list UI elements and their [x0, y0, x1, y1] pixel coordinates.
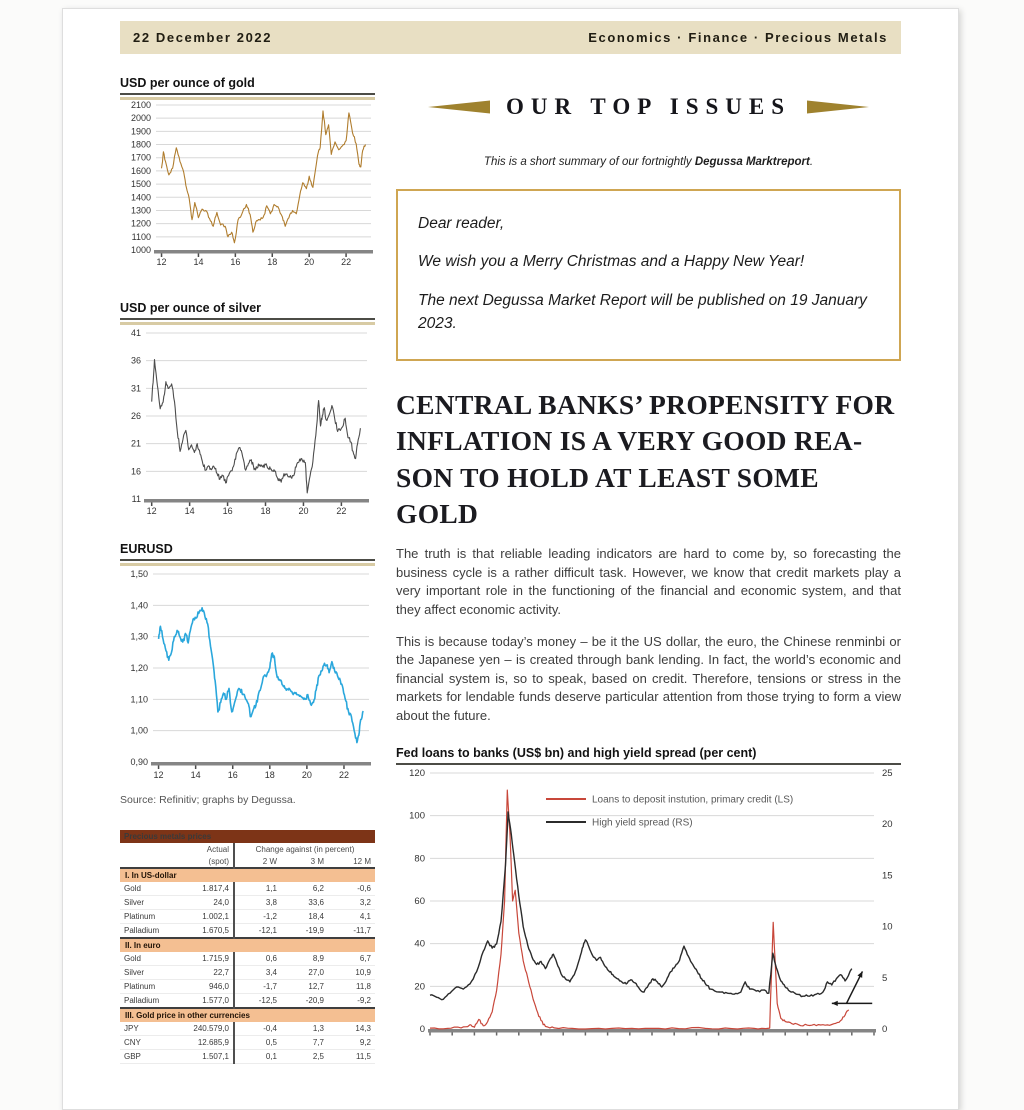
svg-text:1100: 1100	[131, 231, 151, 242]
table-cell: 24,0	[178, 896, 234, 910]
svg-text:1,30: 1,30	[130, 631, 148, 642]
report-page	[62, 8, 959, 1110]
table-cell: 4,1	[328, 910, 375, 924]
svg-text:40: 40	[414, 939, 425, 951]
eurusd-chart-title: EURUSD	[120, 542, 173, 556]
svg-text:31: 31	[130, 383, 141, 394]
svg-text:41: 41	[130, 328, 141, 338]
headline-line: SON TO HOLD AT LEAST SOME GOLD	[396, 461, 819, 529]
svg-text:22: 22	[338, 770, 349, 780]
svg-text:16: 16	[222, 506, 233, 516]
summary-suffix: .	[809, 156, 814, 168]
svg-text:100: 100	[409, 811, 425, 823]
svg-text:1400: 1400	[130, 192, 151, 203]
svg-text:High yield spread (RS): High yield spread (RS)	[592, 817, 693, 829]
table-cell: 946,0	[178, 980, 234, 994]
svg-text:5: 5	[882, 973, 888, 985]
table-cell: Silver	[120, 966, 178, 980]
table-cell: -1,2	[234, 910, 281, 924]
svg-text:80: 80	[414, 853, 425, 865]
table-cell: 1.002,1	[178, 910, 234, 924]
table-cell: 11,5	[328, 1050, 375, 1064]
table-cell: 2,5	[281, 1050, 328, 1064]
silver-price-chart	[120, 325, 375, 521]
table-cell: 0,5	[234, 1036, 281, 1050]
letter-line: We wish you a Merry Christmas and a Happy New Year!	[418, 253, 805, 271]
header-bar	[120, 21, 901, 54]
table-cell: 6,7	[328, 952, 375, 966]
precious-metals-table: Precious metals prices Actual Change against (in percent) (spot) 2 W 3 M 12 M I. In US-dollar Gold 1.817,4 1,1 6,2 -0,6 Silver 24,0 3,8 33,6 3,2 Platinum 1.002,1 -1,2 18,4 4,1 Palladium 1.670,5 -12,1 -19,9 -11,7 II. In euro Gold 1.715,9 0,6 8,9 6,7 Silver 22,7 3,4 27,0 10,9 Platinum 946,0 -1,7 12,7 11,8 Palladium 1.577,0 -12,5 -20,9 -9,2 III. Gold price in other currencies JPY 240.579,0 -0,4 1,3 14,3 CNY 12.685,9 0,5 7,7 9,2 GBP 1.507,1 0,1 2,5 11,5	[120, 830, 375, 1064]
table-row	[120, 896, 375, 910]
reader-letter-box	[396, 189, 901, 361]
letter-line: Dear reader,	[418, 215, 505, 232]
table-cell: 3,4	[234, 966, 281, 980]
table-cell: -0,4	[234, 1022, 281, 1036]
fed-chart-block	[396, 746, 901, 1042]
table-cell: Palladium	[120, 994, 178, 1009]
table-cell: Platinum	[120, 910, 178, 924]
svg-text:1500: 1500	[130, 179, 151, 190]
table-cell: 1.507,1	[178, 1050, 234, 1064]
svg-text:1,10: 1,10	[130, 694, 148, 705]
svg-text:1600: 1600	[130, 165, 151, 176]
table-cell: 22,7	[178, 966, 234, 980]
table-cell: -12,5	[234, 994, 281, 1009]
svg-text:14: 14	[184, 506, 195, 516]
svg-text:Loans to deposit instution, pr: Loans to deposit instution, primary credit (LS)	[592, 794, 794, 806]
svg-text:1,20: 1,20	[130, 663, 148, 673]
table-cell: 1,3	[281, 1022, 328, 1036]
top-issues-header	[396, 94, 901, 120]
left-column	[120, 76, 375, 1064]
fed-chart-title: Fed loans to banks (US$ bn) and high yield spread (per cent)	[396, 746, 757, 761]
rule-dark	[120, 93, 375, 95]
table-cell: 1.715,9	[178, 952, 234, 966]
table-section-label: I. In US-dollar	[120, 868, 375, 882]
table-cell: -19,9	[281, 924, 328, 939]
table-cell: 240.579,0	[178, 1022, 234, 1036]
article-headline	[396, 387, 901, 532]
svg-text:16: 16	[230, 257, 241, 267]
table-cell: Gold	[120, 882, 178, 896]
table-cell: 12,7	[281, 980, 328, 994]
svg-text:20: 20	[414, 981, 425, 993]
table-cell: -11,7	[328, 924, 375, 939]
svg-text:22: 22	[341, 257, 352, 267]
svg-text:36: 36	[130, 355, 141, 366]
table-cell: -0,6	[328, 882, 375, 896]
table-section-label: III. Gold price in other currencies	[120, 1008, 375, 1022]
col-header-change: Change against (in percent)	[255, 844, 355, 854]
svg-text:20: 20	[304, 257, 315, 267]
svg-text:2000: 2000	[130, 113, 151, 124]
table-cell: Platinum	[120, 980, 178, 994]
svg-text:2100: 2100	[130, 100, 151, 110]
table-cell: 12.685,9	[178, 1036, 234, 1050]
left-arrow-icon	[428, 100, 490, 114]
summary-bold: Degussa Marktreport	[694, 156, 810, 168]
table-section-label: II. In euro	[120, 938, 375, 952]
table-row	[120, 952, 375, 966]
topics-label: Economics · Finance · Precious Metals	[588, 30, 888, 45]
table-cell: 11,8	[328, 980, 375, 994]
svg-text:1800: 1800	[130, 139, 151, 150]
gold-price-chart	[120, 100, 375, 272]
table-row	[120, 980, 375, 994]
table-cell: CNY	[120, 1036, 178, 1050]
table-cell: GBP	[120, 1050, 178, 1064]
svg-text:12: 12	[146, 506, 157, 516]
svg-text:1700: 1700	[130, 152, 151, 163]
svg-text:20: 20	[298, 506, 309, 516]
eurusd-chart	[120, 566, 375, 786]
table-cell: 10,9	[328, 966, 375, 980]
headline-line: CENTRAL BANKS’ PROPENSITY FOR	[396, 389, 895, 420]
table-cell: 1.670,5	[178, 924, 234, 939]
table-cell: 8,9	[281, 952, 328, 966]
fed-loans-chart	[396, 765, 911, 1037]
table-cell: -20,9	[281, 994, 328, 1009]
table-cell: 1,1	[234, 882, 281, 896]
table-row	[120, 966, 375, 980]
svg-text:26: 26	[130, 411, 141, 421]
svg-text:1000: 1000	[130, 245, 151, 255]
svg-text:18: 18	[267, 257, 278, 267]
silver-chart-title: USD per ounce of silver	[120, 301, 262, 315]
svg-text:1300: 1300	[130, 205, 151, 216]
summary-prefix: This is a short summary of our fortnightly	[483, 156, 695, 168]
gold-chart-block	[120, 76, 375, 277]
svg-text:1900: 1900	[130, 126, 151, 137]
svg-text:0,90: 0,90	[130, 757, 148, 767]
svg-text:21: 21	[130, 438, 141, 449]
col-header-actual: Actual	[178, 843, 234, 855]
svg-text:20: 20	[882, 819, 893, 831]
svg-text:20: 20	[301, 770, 312, 780]
svg-text:18: 18	[264, 770, 275, 780]
table-row	[120, 882, 375, 896]
table-cell: 0,6	[234, 952, 281, 966]
right-arrow-icon	[807, 100, 869, 114]
svg-text:60: 60	[414, 896, 425, 908]
svg-text:1,40: 1,40	[130, 600, 148, 611]
svg-text:12: 12	[156, 257, 167, 267]
table-cell: 7,7	[281, 1036, 328, 1050]
letter-line: The next Degussa Market Report will be published on 19 January 2023.	[418, 291, 867, 332]
svg-text:12: 12	[153, 770, 164, 780]
svg-text:16: 16	[130, 466, 141, 477]
svg-text:0: 0	[882, 1024, 888, 1036]
table-cell: 27,0	[281, 966, 328, 980]
svg-text:15: 15	[882, 870, 893, 882]
top-issues-title: OUR TOP ISSUES	[505, 94, 792, 119]
table-cell: 0,1	[234, 1050, 281, 1064]
svg-text:10: 10	[882, 921, 893, 933]
svg-text:0: 0	[419, 1024, 425, 1036]
svg-text:18: 18	[260, 506, 271, 516]
table-cell: 3,2	[328, 896, 375, 910]
date-label: 22 December 2022	[133, 30, 273, 45]
rule-dark	[120, 318, 375, 320]
article-paragraph: The truth is that reliable leading indicators are hard to come by, so forecasting the business cycle is a rather difficult task. However, we know that credit markets play a very important role in the functioning of the financial and economic system, and that they affect economic activity.	[396, 546, 901, 617]
svg-text:14: 14	[193, 257, 204, 267]
table-row	[120, 910, 375, 924]
table-cell: -9,2	[328, 994, 375, 1009]
svg-text:1200: 1200	[130, 218, 151, 229]
table-cell: JPY	[120, 1022, 178, 1036]
eurusd-chart-block	[120, 542, 375, 791]
gold-chart-title: USD per ounce of gold	[120, 76, 255, 90]
col-header: 2 W	[262, 856, 277, 866]
svg-text:11: 11	[131, 494, 141, 504]
col-header: 12 M	[353, 856, 371, 866]
table-cell: 1.817,4	[178, 882, 234, 896]
svg-text:25: 25	[882, 768, 893, 780]
table-cell: 6,2	[281, 882, 328, 896]
svg-text:1,50: 1,50	[130, 569, 148, 579]
svg-text:22: 22	[336, 506, 347, 516]
table-cell: 33,6	[281, 896, 328, 910]
article-paragraph: This is because today’s money – be it the US dollar, the euro, the Chinese renminbi or the Japanese yen – is created through bank lending. In fact, the world’s economic and financial system is, so to speak, based on credit. Therefore, tensions or stress in the markets for lendable funds deserve particular attention from those trying to form a view about the future.	[396, 633, 901, 723]
table-row	[120, 1036, 375, 1050]
svg-text:14: 14	[190, 770, 201, 780]
table-title: Precious metals prices	[120, 830, 375, 843]
table-row	[120, 1050, 375, 1064]
table-cell: -12,1	[234, 924, 281, 939]
content-columns	[120, 76, 901, 1064]
svg-text:16: 16	[227, 770, 238, 780]
table-row	[120, 924, 375, 939]
rule-dark	[120, 559, 375, 561]
right-column	[396, 76, 901, 1064]
table-cell: 18,4	[281, 910, 328, 924]
table-cell: Silver	[120, 896, 178, 910]
col-header: 3 M	[310, 856, 324, 866]
svg-text:1,00: 1,00	[130, 725, 148, 736]
table-cell: 3,8	[234, 896, 281, 910]
table-cell: -1,7	[234, 980, 281, 994]
source-note: Source: Refinitiv; graphs by Degussa.	[120, 794, 296, 806]
table-cell: 9,2	[328, 1036, 375, 1050]
table-cell: 14,3	[328, 1022, 375, 1036]
table-cell: Gold	[120, 952, 178, 966]
headline-line: INFLATION IS A VERY GOOD REA-	[396, 425, 863, 457]
table-cell: 1.577,0	[178, 994, 234, 1009]
silver-chart-block	[120, 301, 375, 526]
table-cell: Palladium	[120, 924, 178, 939]
table-row	[120, 1022, 375, 1036]
svg-text:120: 120	[409, 768, 425, 780]
summary-line	[396, 156, 901, 168]
table-row	[120, 994, 375, 1009]
